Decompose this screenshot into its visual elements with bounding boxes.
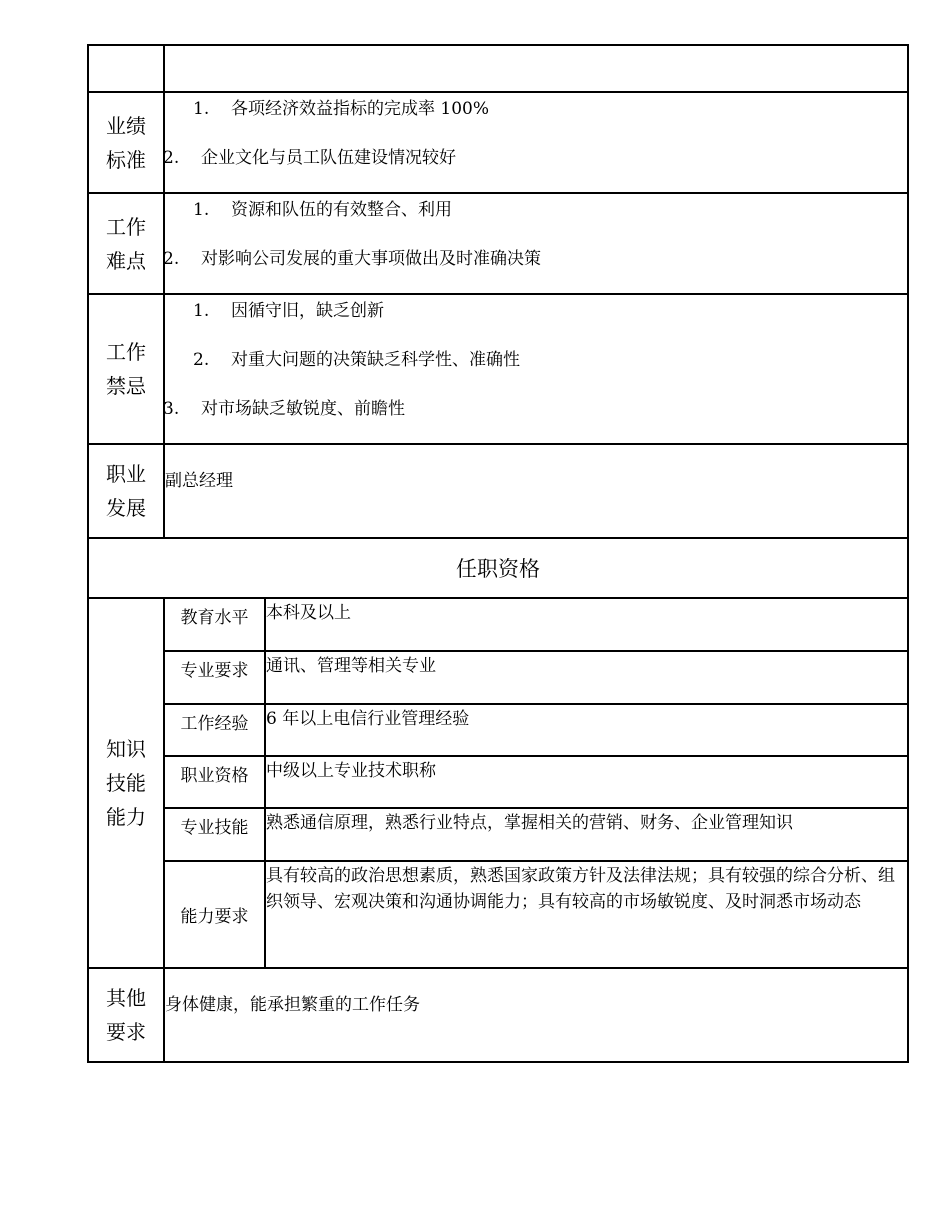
- list-item: 2. 对影响公司发展的重大事项做出及时准确决策: [163, 249, 541, 269]
- taboo-row: [88, 294, 908, 444]
- performance-row: [88, 92, 908, 193]
- other-value: 身体健康，能承担繁重的工作任务: [165, 995, 420, 1015]
- job-description-table: [87, 44, 909, 1063]
- blank-value-cell: [164, 45, 908, 92]
- list-item: 2. 对重大问题的决策缺乏科学性、准确性: [193, 350, 520, 370]
- difficulty-items: [164, 193, 908, 294]
- career-value: 副总经理: [165, 471, 233, 491]
- qualification-value: 本科及以上: [265, 599, 907, 651]
- table-row: [165, 861, 907, 967]
- performance-label: 业绩 标准: [88, 92, 164, 193]
- table-row: [165, 704, 907, 756]
- qualification-key: 专业技能: [165, 808, 265, 861]
- qualification-value: 通讯、管理等相关专业: [265, 651, 907, 704]
- performance-items: [164, 92, 908, 193]
- taboo-items: [164, 294, 908, 444]
- other-label: 其他 要求: [88, 968, 164, 1062]
- table-row: [165, 808, 907, 861]
- table-row: [165, 599, 907, 651]
- qualification-value: 中级以上专业技术职称: [265, 756, 907, 808]
- taboo-label: 工作 禁忌: [88, 294, 164, 444]
- list-item: 1. 因循守旧，缺乏创新: [193, 301, 384, 321]
- blank-row: [88, 45, 908, 92]
- qualification-title: 任职资格: [88, 538, 908, 598]
- table-row: [165, 651, 907, 704]
- qualification-key: 职业资格: [165, 756, 265, 808]
- table-row: [165, 756, 907, 808]
- qualification-row: [88, 598, 908, 968]
- qualification-header-row: [88, 538, 908, 598]
- qualification-details: [164, 598, 908, 968]
- list-item: 1. 资源和队伍的有效整合、利用: [193, 200, 452, 220]
- qualification-key: 工作经验: [165, 704, 265, 756]
- difficulty-row: [88, 193, 908, 294]
- list-item: 3. 对市场缺乏敏锐度、前瞻性: [163, 399, 405, 419]
- qualification-key: 能力要求: [165, 861, 265, 967]
- blank-label-cell: [88, 45, 164, 92]
- qualification-value: 6 年以上电信行业管理经验: [265, 704, 907, 756]
- list-item: 2. 企业文化与员工队伍建设情况较好: [163, 148, 456, 168]
- difficulty-label: 工作 难点: [88, 193, 164, 294]
- qualification-value: 具有较高的政治思想素质，熟悉国家政策方针及法律法规；具有较强的综合分析、组织领导、宏观决策和沟通协调能力；具有较高的市场敏锐度、及时洞悉市场动态: [266, 866, 895, 912]
- qualification-value: 熟悉通信原理，熟悉行业特点，掌握相关的营销、财务、企业管理知识: [265, 808, 907, 861]
- qualification-label: 知识 技能 能力: [88, 598, 164, 968]
- other-value-cell: [164, 968, 908, 1062]
- career-label: 职业 发展: [88, 444, 164, 538]
- career-value-cell: [164, 444, 908, 538]
- qualification-table: [165, 599, 907, 967]
- career-row: [88, 444, 908, 538]
- other-row: [88, 968, 908, 1062]
- qualification-key: 专业要求: [165, 651, 265, 704]
- list-item: 1. 各项经济效益指标的完成率 100%: [193, 99, 490, 119]
- qualification-key: 教育水平: [165, 599, 265, 651]
